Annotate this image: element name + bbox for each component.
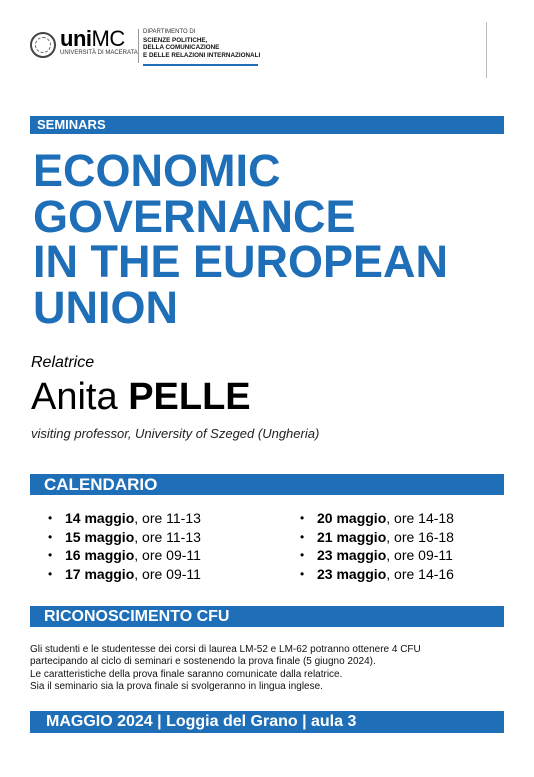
calendar-item: • 23 maggio, ore 09-11 (300, 546, 454, 565)
speaker-name: Anita PELLE (31, 376, 251, 418)
university-name: UNIVERSITÀ DI MACERATA (60, 50, 138, 56)
speaker-role: Relatrice (31, 354, 95, 371)
cfu-heading: RICONOSCIMENTO CFU (30, 606, 504, 627)
calendar-heading: CALENDARIO (30, 474, 504, 495)
logo-divider (138, 29, 139, 63)
seminars-bar: SEMINARS (30, 116, 504, 134)
department-underline (143, 64, 258, 66)
university-logo: uniMC (60, 26, 125, 51)
speaker-affiliation: visiting professor, University of Szeged (Ungheria) (31, 426, 320, 441)
calendar-item: • 17 maggio, ore 09-11 (48, 565, 201, 584)
cfu-description: Gli studenti e le studentesse dei corsi di laurea LM-52 e LM-62 potranno ottenere 4 CFU partecipando al ciclo di seminari e sostenendo la prova finale (5 giugno 2024). Le caratteristiche della prova finale saranno comunicate dalla relatrice. Sia il seminario sia la prova finale si svolgeranno in lingua inglese. (30, 644, 421, 692)
calendar-item: • 21 maggio, ore 16-18 (300, 528, 454, 547)
page-title: ECONOMIC GOVERNANCE IN THE EUROPEAN UNION (33, 145, 449, 333)
university-seal-icon (30, 32, 56, 58)
header-divider (486, 22, 487, 78)
calendar-list-left (48, 509, 201, 583)
department-prefix: DIPARTIMENTO DI (143, 29, 196, 35)
calendar-item: • 20 maggio, ore 14-18 (300, 509, 454, 528)
calendar-item: • 16 maggio, ore 09-11 (48, 546, 201, 565)
department-name: SCIENZE POLITICHE, DELLA COMUNICAZIONE E DELLE RELAZIONI INTERNAZIONALI (143, 37, 261, 59)
footer-bar: MAGGIO 2024 | Loggia del Grano | aula 3 (30, 711, 504, 733)
calendar-item: • 15 maggio, ore 11-13 (48, 528, 201, 547)
calendar-item: • 23 maggio, ore 14-16 (300, 565, 454, 584)
calendar-list-right (300, 509, 454, 583)
calendar-item: • 14 maggio, ore 11-13 (48, 509, 201, 528)
